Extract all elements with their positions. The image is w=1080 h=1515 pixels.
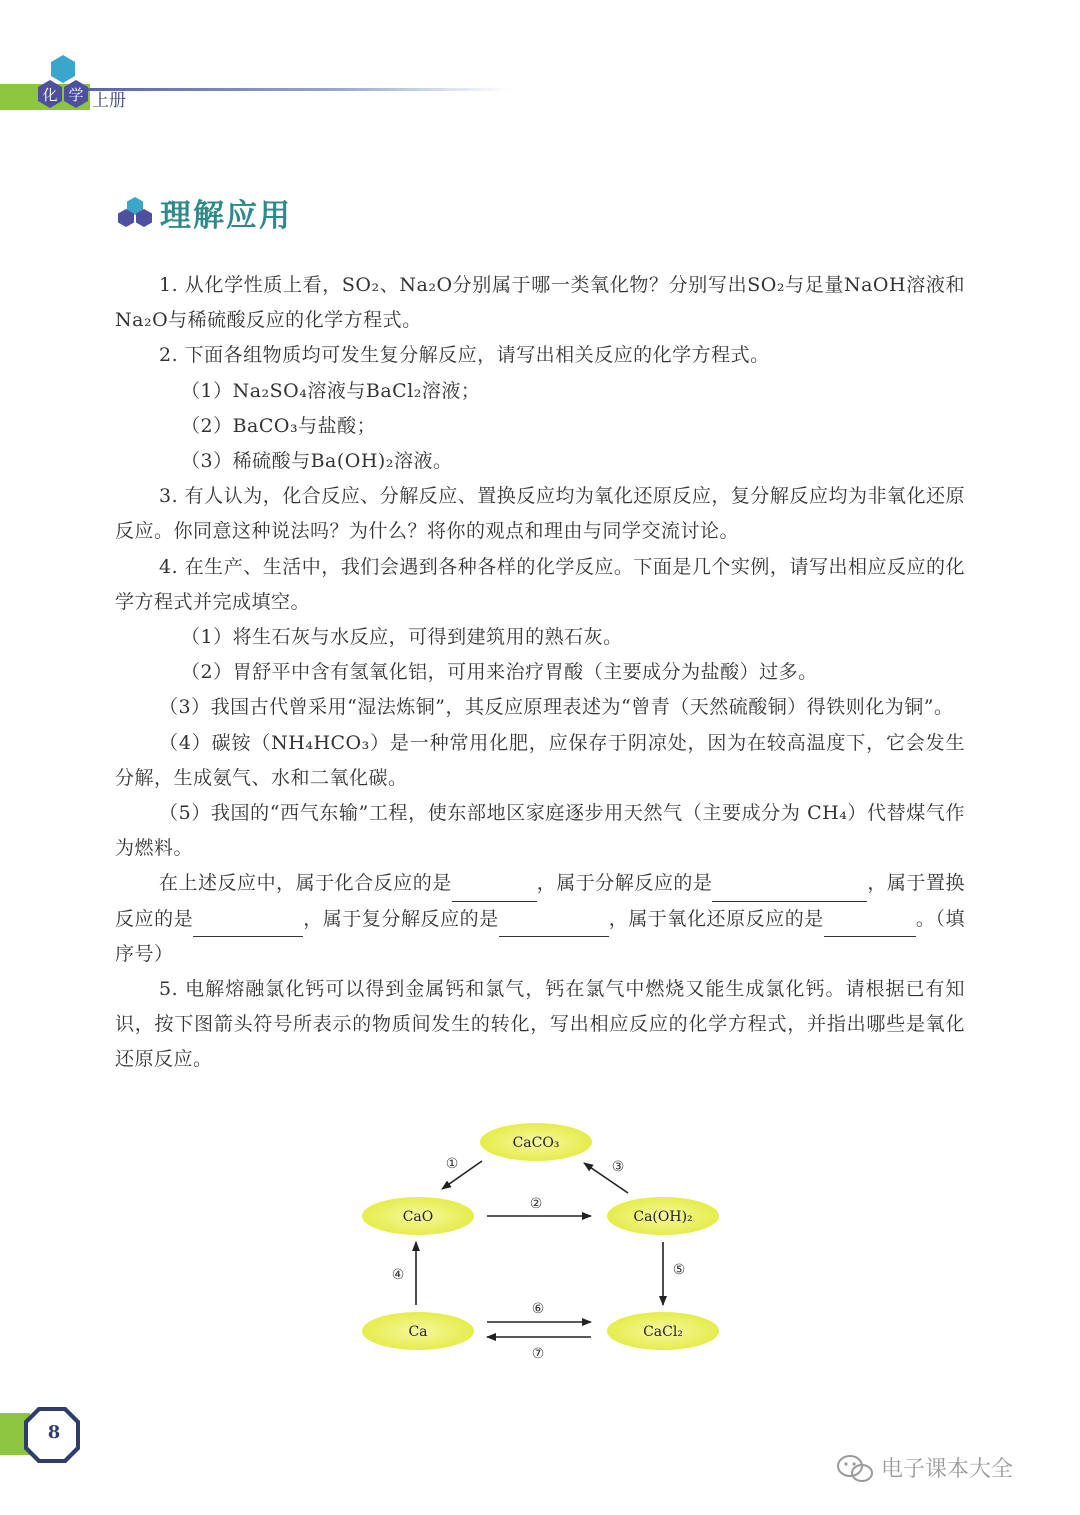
answer-blank-double-displacement[interactable] [499, 914, 609, 937]
step-4-label: ④ [391, 1267, 405, 1283]
hexagon-cluster-icon [115, 196, 155, 228]
answer-blank-decomposition[interactable] [712, 879, 867, 902]
step-5-label: ⑤ [672, 1262, 686, 1278]
question-3: 3. 有人认为，化合反应、分解反应、置换反应均为氧化还原反应，复分解反应均为非氧化还原反应。你同意这种说法吗？为什么？将你的观点和理由与同学交流讨论。 [115, 485, 965, 543]
node-cacl2-label: CaCl₂ [643, 1324, 683, 1340]
question-2-item-1: （1）Na₂SO₄溶液与BaCl₂溶液； [181, 379, 481, 402]
node-ca-label: Ca [408, 1324, 428, 1340]
question-4-item-2: （2）胃舒平中含有氢氧化铝，可用来治疗胃酸（主要成分为盐酸）过多。 [181, 661, 818, 684]
step-1-label: ① [445, 1156, 459, 1172]
calcium-conversion-diagram [350, 1115, 740, 1365]
wechat-icon [835, 1454, 875, 1484]
answer-blank-displacement[interactable] [193, 914, 303, 937]
step-2-label: ② [529, 1196, 543, 1212]
question-2: 2. 下面各组物质均可发生复分解反应，请写出相关反应的化学方程式。 [159, 344, 770, 367]
question-4: 4. 在生产、生活中，我们会遇到各种各样的化学反应。下面是几个实例，请写出相应反应的化学方程式并完成填空。 [115, 555, 965, 613]
page-header [0, 0, 1080, 130]
question-4-item-4: （4）碳铵（NH₄HCO₃）是一种常用化肥，应保存于阴凉处，因为在较高温度下，它会发生分解，生成氨气、水和二氧化碳。 [115, 731, 965, 789]
header-rule [80, 88, 510, 91]
header-subject: 上册 [92, 91, 126, 111]
answer-blank-redox[interactable] [824, 914, 916, 937]
section-title: 理解应用 [160, 198, 292, 234]
exercise-list [115, 268, 965, 1078]
question-4-fill [115, 866, 965, 972]
node-caco3-label: CaCO₃ [512, 1135, 560, 1151]
fill-text-6: 。（填序号） [115, 907, 965, 965]
question-4-item-3: （3）我国古代曾采用“湿法炼铜”，其反应原理表述为“曾青（天然硫酸铜）得铁则化为铜”。 [159, 696, 954, 719]
fill-text-2: ，属于分解反应的是 [536, 872, 713, 895]
header-decoration [0, 0, 1080, 130]
step-7-label: ⑦ [531, 1346, 545, 1362]
question-4-item-1: （1）将生石灰与水反应，可得到建筑用的熟石灰。 [181, 626, 623, 649]
node-caoh2-label: Ca(OH)₂ [633, 1209, 693, 1225]
watermark-text: 电子课本大全 [881, 1457, 1014, 1482]
fill-text-5: ，属于氧化还原反应的是 [608, 907, 824, 930]
hexagon-icon-top [51, 55, 75, 83]
question-4-item-5: （5）我国的“西气东输”工程，使东部地区家庭逐步用天然气（主要成分为 CH₄）代替煤气作为燃料。 [115, 802, 965, 860]
question-1: 1. 从化学性质上看，SO₂、Na₂O分别属于哪一类氧化物？分别写出SO₂与足量NaOH溶液和Na₂O与稀硫酸反应的化学方程式。 [115, 274, 965, 332]
fill-text-3: ，属于置换反应的是 [115, 872, 965, 930]
question-2-item-3: （3）稀硫酸与Ba(OH)₂溶液。 [181, 450, 453, 473]
fill-text-4: ，属于复分解反应的是 [303, 907, 499, 930]
page-number: 8 [47, 1422, 61, 1443]
question-2-item-2: （2）BaCO₃与盐酸； [181, 414, 377, 437]
answer-blank-combination[interactable] [452, 879, 537, 902]
header-badge-char-2: 学 [68, 86, 84, 104]
step-6-label: ⑥ [531, 1301, 545, 1317]
fill-text-1: 在上述反应中，属于化合反应的是 [159, 872, 452, 895]
header-badge-char-1: 化 [42, 86, 58, 104]
question-5: 5. 电解熔融氯化钙可以得到金属钙和氯气，钙在氯气中燃烧又能生成氯化钙。请根据已有知识，按下图箭头符号所表示的物质间发生的转化，写出相应反应的化学方程式，并指出哪些是氧化还原反应。 [115, 978, 965, 1071]
step-3-label: ③ [611, 1159, 625, 1175]
node-cao-label: CaO [402, 1209, 434, 1225]
